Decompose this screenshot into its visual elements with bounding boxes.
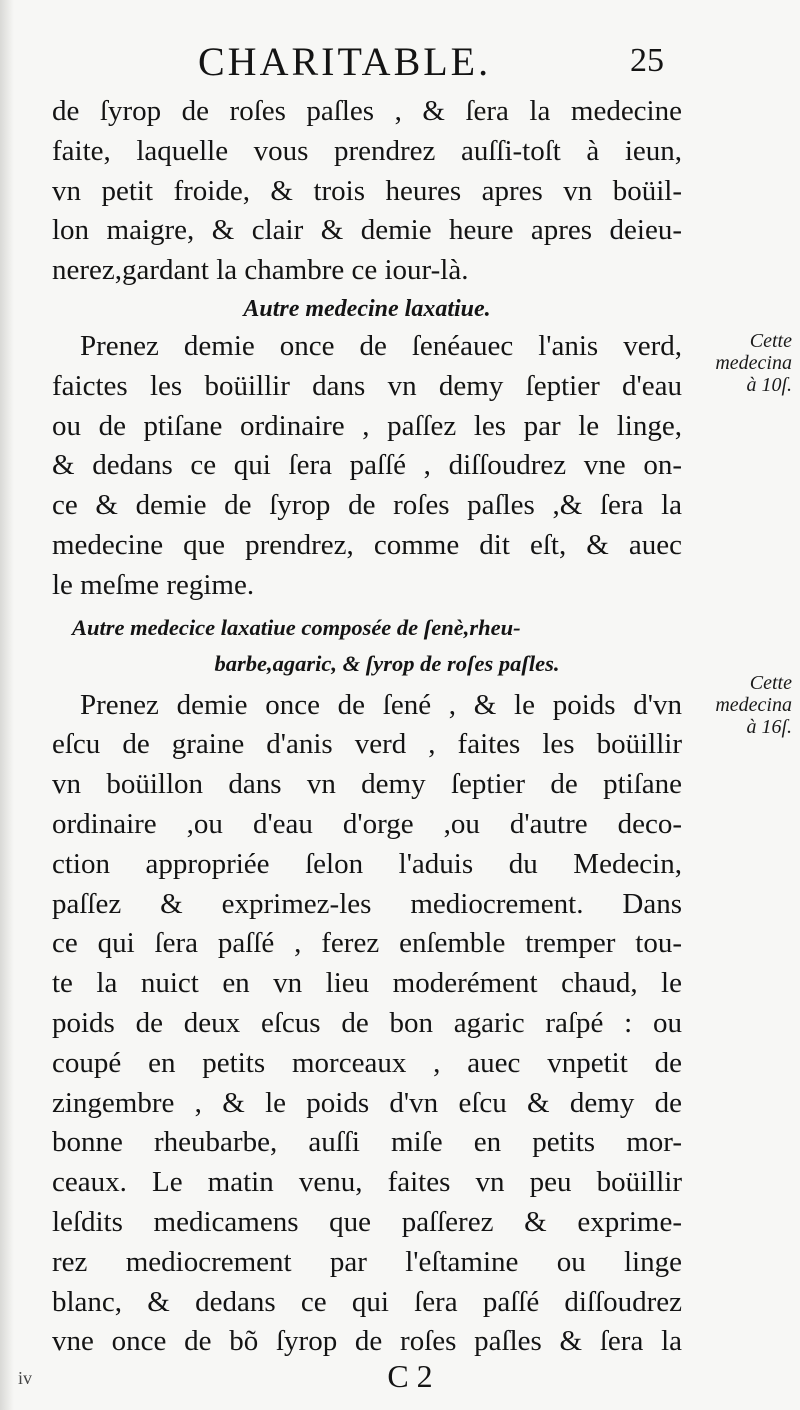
text-line: lon maigre, & clair & demie heure apres deieu- [52, 214, 682, 247]
text-line: paſſez & exprimez-les mediocrement. Dans [52, 887, 682, 920]
margin-note-line: à 16ſ. [746, 716, 792, 738]
margin-note-price-16 [672, 672, 792, 738]
text-line: vne once de bõ ſyrop de roſes paſles & ſera la [52, 1325, 682, 1358]
margin-note-line: medecina [715, 352, 792, 374]
text-line: ction appropriée ſelon l'aduis du Medecin, [52, 847, 682, 880]
text-line: ce qui ſera paſſé , ferez enſemble tremper tou- [52, 927, 682, 960]
text-line: de ſyrop de roſes paſles , & ſera la medecine [52, 95, 682, 127]
signature-mark [0, 1358, 800, 1395]
paragraph-compound-laxative [52, 686, 682, 1363]
text-line: faite, laquelle vous prendrez auſſi-toſt à ieun, [52, 134, 682, 167]
page-number: 25 [630, 42, 664, 79]
margin-note-line: medecina [715, 694, 792, 716]
text-line: medecine que prendrez, comme dit eſt, & auec [52, 528, 682, 561]
paragraph-continuation [52, 92, 682, 291]
text-line: vn petit froide, & trois heures apres vn boüil- [52, 174, 682, 207]
body-text [52, 92, 682, 1362]
text-line: vn boüillon dans vn demy ſeptier de ptiſane [52, 768, 682, 801]
text-line: le meſme regime. [52, 568, 255, 601]
text-line: & dedans ce qui ſera paſſé , diſſoudrez vne on- [52, 449, 682, 482]
margin-note-line: à 10ſ. [746, 374, 792, 396]
text-line: bonne rheubarbe, auſſi miſe en petits mor- [52, 1126, 682, 1159]
paragraph-laxative [52, 327, 682, 606]
text-line: ou de ptiſane ordinaire , paſſez les par le linge, [52, 409, 682, 442]
signature-text: C 2 [387, 1358, 433, 1394]
margin-note-price-10 [672, 330, 792, 396]
section-heading-compound-line1: Autre medecice laxatiue composée de ſenè,rheu- [72, 614, 521, 640]
text-line: zingembre , & le poids d'vn eſcu & demy de [52, 1086, 682, 1119]
text-line: poids de deux eſcus de bon agaric raſpé : ou [52, 1006, 682, 1039]
text-line: te la nuict en vn lieu moderément chaud, le [52, 967, 682, 1000]
text-line: blanc, & dedans ce qui ſera paſſé diſſoudrez [52, 1285, 682, 1318]
text-line: ordinaire ,ou d'eau d'orge ,ou d'autre deco- [52, 807, 682, 840]
text-line: coupé en petits morceaux , auec vnpetit de [52, 1046, 682, 1079]
text-line: leſdits medicamens que paſſerez & exprime- [52, 1205, 682, 1238]
page-header [0, 38, 800, 88]
text-line: Prenez demie once de ſené , & le poids d'vn [80, 688, 682, 721]
margin-note-line: Cette [749, 672, 792, 694]
text-line: rez mediocrement par l'eſtamine ou linge [52, 1245, 682, 1278]
running-title: CHARITABLE. [198, 39, 492, 84]
text-line: faictes les boüillir dans vn demy ſeptier d'eau [52, 369, 682, 402]
text-line: Prenez demie once de ſenéauec l'anis verd, [80, 329, 682, 362]
text-line: eſcu de graine d'anis verd , faites les boüillir [52, 728, 682, 761]
section-heading-laxative: Autre medecine laxatiue. [243, 295, 491, 322]
text-line: ce & demie de ſyrop de roſes paſles ,& ſera la [52, 489, 682, 522]
section-heading-compound-line2: barbe,agaric, & ſyrop de roſes paſles. [214, 650, 560, 676]
text-line: ceaux. Le matin venu, faites vn peu boüillir [52, 1166, 682, 1199]
text-line: nerez,gardant la chambre ce iour-là. [52, 254, 469, 287]
margin-note-line: Cette [749, 330, 792, 352]
edge-mark: iv [18, 1368, 33, 1388]
